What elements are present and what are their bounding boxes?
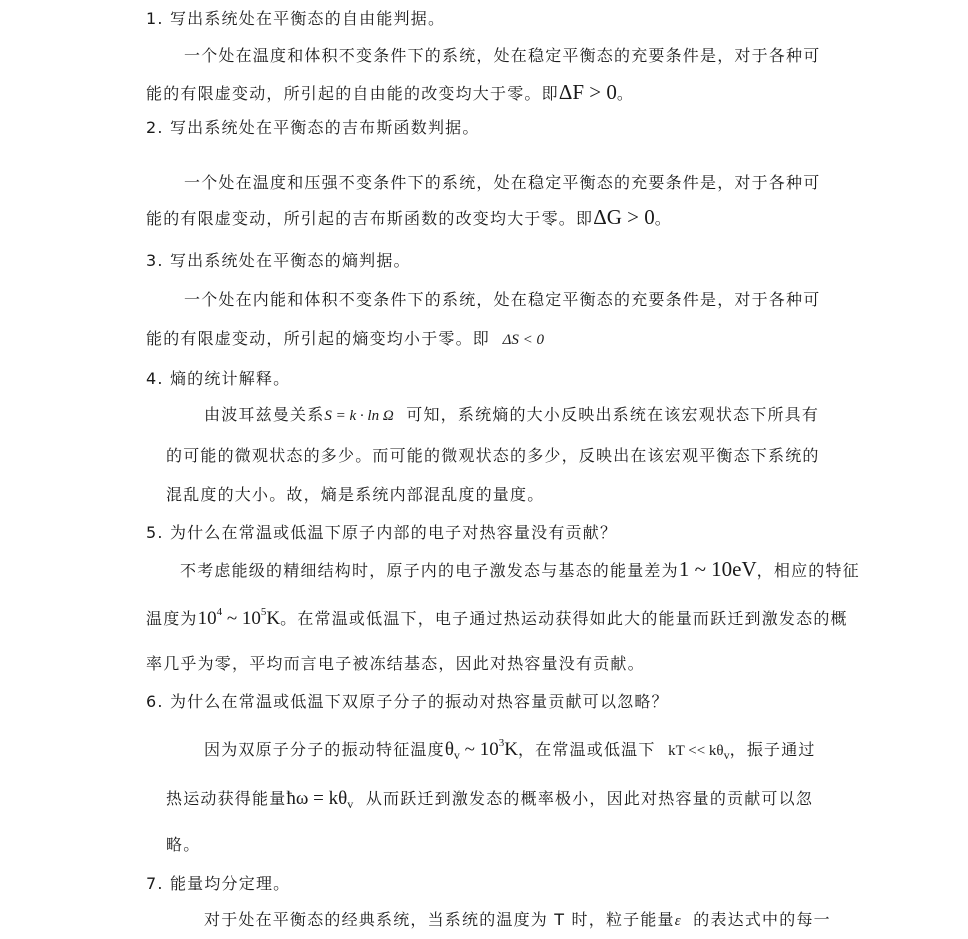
- q5-text-c: 温度为: [146, 609, 198, 628]
- q6-paragraph-line-2: [166, 786, 813, 810]
- q2-title: 2. 写出系统处在平衡态的吉布斯函数判据。: [146, 118, 480, 137]
- q6-text-d: 热运动获得能量: [166, 789, 287, 808]
- q6-energy-formula: ħω = $k\theta_v$: [286, 788, 354, 811]
- q6-theta-formula: $\theta_v$ ~ $10^3K$: [444, 737, 518, 762]
- q5-text-d: 。在常温或低温下，电子通过热运动获得如此大的能量而跃迁到激发态的概: [280, 609, 848, 628]
- q4-text-a: 由波耳兹曼关系: [204, 405, 325, 424]
- q5-text-b: ，相应的特征: [756, 561, 860, 580]
- q7-text-a: 对于处在平衡态的经典系统，当系统的温度为 T 时，粒子能量: [204, 910, 675, 929]
- q6-paragraph-line-3: 略。: [166, 835, 201, 854]
- q6-text-e: 从而跃迁到激发态的概率极小，因此对热容量的贡献可以忽: [365, 789, 814, 808]
- q1-paragraph-line-1: 一个处在温度和体积不变条件下的系统，处在稳定平衡态的充要条件是，对于各种可: [184, 46, 821, 65]
- q3-paragraph-line-1: 一个处在内能和体积不变条件下的系统，处在稳定平衡态的充要条件是，对于各种可: [184, 290, 821, 309]
- q7-text-b: 的表达式中的每一: [693, 910, 831, 929]
- q6-text-b: ，在常温或低温下: [517, 740, 656, 759]
- q3-text: 能的有限虚变动，所引起的熵变均小于零。即: [146, 329, 491, 348]
- q6-text-a: 因为双原子分子的振动特征温度: [204, 740, 445, 759]
- q7-title: 7. 能量均分定理。: [146, 874, 291, 893]
- q5-text-a: 不考虑能级的精细结构时，原子内的电子激发态与基态的能量差为: [180, 561, 679, 580]
- q3-title: 3. 写出系统处在平衡态的熵判据。: [146, 251, 411, 270]
- q4-paragraph-line-3: 混乱度的大小。故，熵是系统内部混乱度的量度。: [166, 485, 545, 504]
- q4-paragraph-line-2: 的可能的微观状态的多少。而可能的微观状态的多少，反映出在该宏观平衡态下系统的: [166, 446, 820, 465]
- q6-paragraph-line-1: [204, 737, 816, 761]
- q5-title: 5. 为什么在常温或低温下原子内部的电子对热容量没有贡献？: [146, 523, 618, 542]
- q4-paragraph-line-1: [204, 402, 819, 425]
- q6-text-c: ，振子通过: [729, 740, 816, 759]
- q2-formula: ΔG > 0: [593, 205, 655, 229]
- q2-paragraph-line-1: 一个处在温度和压强不变条件下的系统，处在稳定平衡态的充要条件是，对于各种可: [184, 173, 821, 192]
- q4-text-b: 可知，系统熵的大小反映出系统在该宏观状态下所具有: [406, 405, 820, 424]
- q4-title: 4. 熵的统计解释。: [146, 369, 291, 388]
- q6-inequality-formula: kT << $k\theta_v$: [668, 743, 730, 762]
- q1-text: 能的有限虚变动，所引起的自由能的改变均大于零。即: [146, 84, 559, 103]
- q1-title: 1. 写出系统处在平衡态的自由能判据。: [146, 9, 446, 28]
- q5-paragraph-line-3: 率几乎为零，平均而言电子被冻结基态，因此对热容量没有贡献。: [146, 654, 645, 673]
- q2-period: 。: [654, 209, 672, 228]
- q1-formula: ΔF > 0: [558, 80, 617, 104]
- q3-formula: ΔS < 0: [502, 332, 545, 348]
- q6-title: 6. 为什么在常温或低温下双原子分子的振动对热容量贡献可以忽略？: [146, 692, 669, 711]
- q5-paragraph-line-2: [146, 606, 848, 630]
- q5-temperature-formula: $10^4$ ~ $10^5K$: [197, 606, 281, 629]
- q3-paragraph-line-2: [146, 326, 544, 349]
- q1-paragraph-line-2: [146, 80, 634, 105]
- q4-formula: S = k · ln Ω: [324, 408, 394, 424]
- q5-paragraph-line-1: [180, 557, 860, 582]
- q2-text: 能的有限虚变动，所引起的吉布斯函数的改变均大于零。即: [146, 209, 594, 228]
- q5-formula: 1 ~ 10eV: [678, 557, 757, 581]
- q7-formula: ε: [674, 913, 681, 929]
- q1-period: 。: [616, 84, 635, 103]
- q7-paragraph-line-1: [204, 907, 831, 930]
- q2-paragraph-line-2: [146, 205, 672, 230]
